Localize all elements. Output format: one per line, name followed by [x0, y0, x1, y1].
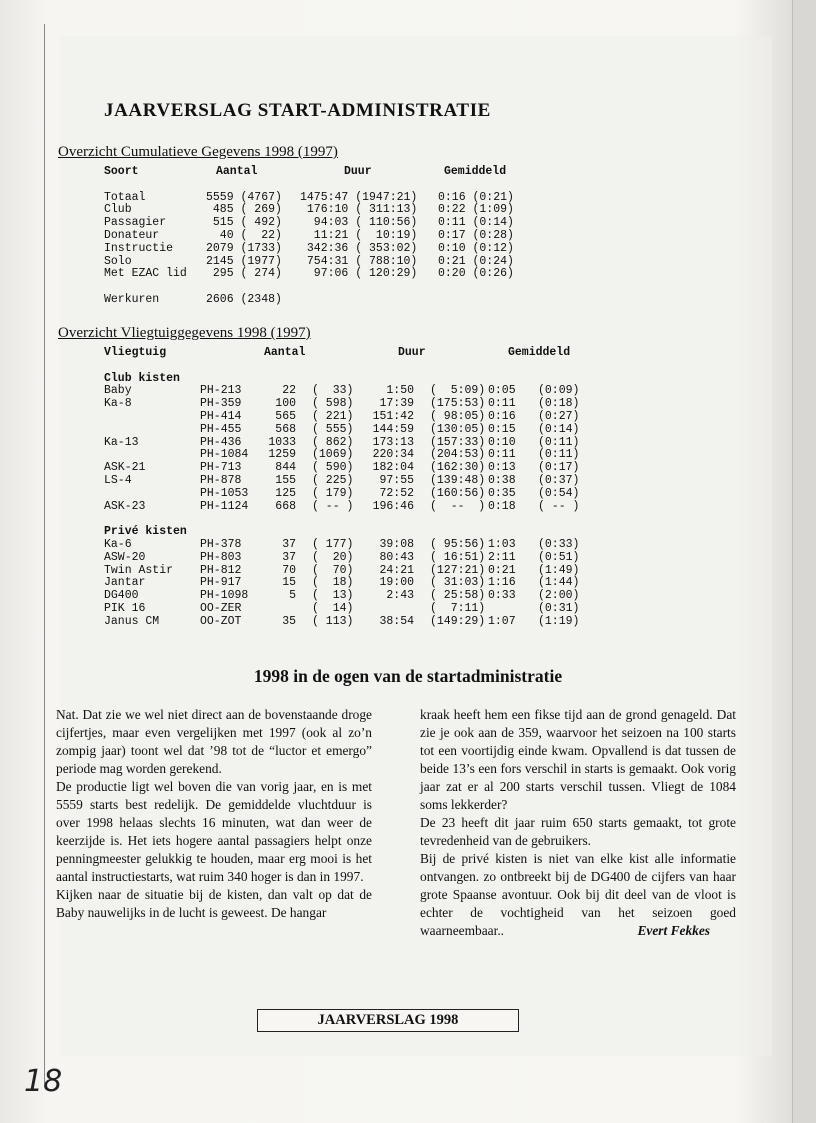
table-cell: 1259 — [268, 448, 296, 462]
article-paragraph: Kijken naar de situatie bij de kisten, dan valt op dat de Baby nauwelijks in de lucht is geweest. De hangar — [56, 887, 372, 920]
table-cell: 1:50 — [386, 384, 414, 398]
table-cell: Club — [104, 203, 132, 217]
table-cell: ( 95:56) — [430, 537, 486, 551]
club-kisten-label: Club kisten — [104, 371, 180, 385]
table-cell: ( 179) — [312, 486, 354, 500]
table-cell: (1:49) — [538, 563, 580, 577]
table-cell: ( -- ) — [430, 499, 486, 513]
table-cell: (139:48) — [430, 473, 486, 487]
table-cell: (160:56) — [430, 486, 486, 500]
table-cell: ( 177) — [312, 537, 354, 551]
table-cell: Twin Astir — [104, 563, 174, 577]
table-cell: 0:18 — [488, 499, 516, 513]
table-cell: PH-1098 — [200, 589, 249, 603]
table-cell: 0:35 — [488, 486, 516, 500]
table-cell: PH-917 — [200, 576, 242, 590]
table-cell: (149:29) — [430, 614, 486, 628]
table-cell: ( 590) — [312, 461, 354, 475]
table-cell: 37 — [268, 537, 296, 551]
table-cell: (0:33) — [538, 537, 580, 551]
table-cell: PH-803 — [200, 550, 242, 564]
paragraph-text: De 23 heeft dit jaar ruim 650 starts gemaakt, tot grote tevredenheid van de gebruikers. — [420, 815, 736, 848]
table-cell: Met EZAC lid — [104, 267, 187, 281]
aircraft-heading: Overzicht Vliegtuiggegevens 1998 (1997) — [58, 325, 311, 341]
table-cell: ( -- ) — [312, 499, 354, 513]
table-cell: PH-414 — [200, 409, 242, 423]
table-cell: PH-213 — [200, 384, 242, 398]
table-cell: 144:59 — [372, 422, 414, 436]
table-cell: 94:03 ( 110:56) — [300, 216, 418, 230]
table-cell: ( 7:11) — [430, 601, 486, 615]
table-cell: ( 862) — [312, 435, 354, 449]
table-cell: (2:00) — [538, 589, 580, 603]
table-cell: ( -- ) — [538, 499, 580, 513]
table-cell: 0:33 — [488, 589, 516, 603]
table-cell: PH-359 — [200, 397, 242, 411]
table-cell: Baby — [104, 384, 132, 398]
table-cell: 100 — [268, 397, 296, 411]
table-cell: 37 — [268, 550, 296, 564]
table-cell: 1:07 — [488, 614, 516, 628]
table-cell: PH-1124 — [200, 499, 249, 513]
table-cell: 2:11 — [488, 550, 516, 564]
table-cell: ( 113) — [312, 614, 354, 628]
table-cell: 11:21 ( 10:19) — [300, 228, 418, 242]
table-cell: Totaal — [104, 190, 146, 204]
table-cell: 2145 (1977) — [206, 254, 282, 268]
table-cell: PH-713 — [200, 461, 242, 475]
table-cell: (0:27) — [538, 409, 580, 423]
column-header: Gemiddeld — [508, 346, 571, 359]
table-cell: 182:04 — [372, 461, 414, 475]
table-cell: 2:43 — [386, 589, 414, 603]
table-cell: 196:46 — [372, 499, 414, 513]
margin-rule — [44, 24, 45, 1084]
table-cell: 0:10 — [488, 435, 516, 449]
table-cell: Ka-6 — [104, 537, 132, 551]
page-number: 18 — [24, 1064, 63, 1099]
table-cell: ( 31:03) — [430, 576, 486, 590]
table-cell: ( 20) — [312, 550, 354, 564]
table-cell: ( 555) — [312, 422, 354, 436]
table-cell: 1033 — [268, 435, 296, 449]
table-cell: PH-436 — [200, 435, 242, 449]
table-cell: 39:08 — [379, 537, 414, 551]
column-header: Soort — [104, 165, 139, 178]
table-cell: 0:15 — [488, 422, 516, 436]
table-cell: OO-ZER — [200, 601, 242, 615]
article-paragraph: De productie ligt wel boven die van vorig jaar, en is met 5559 starts best redelijk. De gemiddelde vluchtduur is over 1998 helaas slechts 16 minuten, wat dan weer de keerzijde is. Het iets hogere aantal passagiers helpt onze penningmeester gelukkig te houden, maar erg mooi is het aantal instructiestarts, wat ruim 340 hoger is dan in 1997. — [56, 779, 372, 884]
table-cell: 568 — [268, 422, 296, 436]
table-cell: 5559 (4767) — [206, 190, 282, 204]
column-header: Vliegtuig — [104, 346, 167, 359]
table-cell: (162:30) — [430, 461, 486, 475]
table-cell: 0:11 — [488, 448, 516, 462]
table-cell: (127:21) — [430, 563, 486, 577]
table-cell: 35 — [268, 614, 296, 628]
page-title: JAARVERSLAG START-ADMINISTRATIE — [104, 100, 491, 121]
table-cell: Ka-8 — [104, 397, 132, 411]
column-header: Aantal — [264, 346, 306, 359]
table-cell: 72:52 — [379, 486, 414, 500]
table-cell: 0:22 (1:09) — [438, 203, 514, 217]
table-cell: 1475:47 (1947:21) — [300, 190, 418, 204]
table-cell: (0:18) — [538, 397, 580, 411]
table-cell: ( 13) — [312, 589, 354, 603]
table-cell: ASK-21 — [104, 461, 146, 475]
table-cell: (0:14) — [538, 422, 580, 436]
table-cell: PH-378 — [200, 537, 242, 551]
table-cell: 40 ( 22) — [206, 228, 282, 242]
table-cell: ( 598) — [312, 397, 354, 411]
table-cell: 173:13 — [372, 435, 414, 449]
table-cell: DG400 — [104, 589, 139, 603]
table-cell: (1069) — [312, 448, 354, 462]
table-cell: 295 ( 274) — [206, 267, 282, 281]
table-cell: 1:03 — [488, 537, 516, 551]
table-cell: (175:53) — [430, 397, 486, 411]
table-cell: ( 225) — [312, 473, 354, 487]
table-cell: 0:21 (0:24) — [438, 254, 514, 268]
table-cell: LS-4 — [104, 473, 132, 487]
werkuren-label: Werkuren — [104, 292, 160, 306]
table-cell: 38:54 — [379, 614, 414, 628]
table-cell: ( 16:51) — [430, 550, 486, 564]
table-cell: 22 — [268, 384, 296, 398]
table-cell: ASK-23 — [104, 499, 146, 513]
table-cell: Donateur — [104, 228, 160, 242]
table-cell: 0:38 — [488, 473, 516, 487]
table-cell: ( 98:05) — [430, 409, 486, 423]
table-cell: 668 — [268, 499, 296, 513]
table-cell: 0:11 (0:14) — [438, 216, 514, 230]
table-cell: 17:39 — [379, 397, 414, 411]
article-paragraph — [420, 706, 736, 814]
table-cell: 1:16 — [488, 576, 516, 590]
article-author: Evert Fekkes — [637, 923, 710, 938]
table-cell: 0:11 — [488, 397, 516, 411]
article-paragraph: Nat. Dat zie we wel niet direct aan de bovenstaande droge cijfertjes, maar even vergelijken met 1997 (ook al zo’n zompig jaar) toont wel dat ’98 tot de “luctor et emergo” periode mag worden gerekend. — [56, 707, 372, 776]
table-cell: Passagier — [104, 216, 167, 230]
table-cell: 24:21 — [379, 563, 414, 577]
table-cell: PH-1053 — [200, 486, 249, 500]
table-cell: 0:05 — [488, 384, 516, 398]
table-cell: 125 — [268, 486, 296, 500]
table-cell: 5 — [268, 589, 296, 603]
article-paragraph — [420, 814, 736, 850]
table-cell: 155 — [268, 473, 296, 487]
table-cell: PH-455 — [200, 422, 242, 436]
table-cell: ( 18) — [312, 576, 354, 590]
column-header: Duur — [398, 346, 426, 359]
table-cell: ( 25:58) — [430, 589, 486, 603]
column-header: Gemiddeld — [444, 165, 507, 178]
table-cell: 515 ( 492) — [206, 216, 282, 230]
column-header: Duur — [344, 165, 372, 178]
table-cell: (130:05) — [430, 422, 486, 436]
paragraph-text: Bij de privé kisten is niet van elke kist alle informatie ontvangen. zo ontbreekt bij de DG400 de cijfers van haar grote Spaanse avontuur. Ook bij dit deel van de vloot is echter de vochtigheid van het seizoen goed waarneembaar.. — [420, 851, 736, 938]
table-cell: 754:31 ( 788:10) — [300, 254, 418, 268]
table-cell: (0:37) — [538, 473, 580, 487]
table-cell: 2079 (1733) — [206, 241, 282, 255]
table-cell: Ka-13 — [104, 435, 139, 449]
table-cell: (0:11) — [538, 435, 580, 449]
table-cell: 342:36 ( 353:02) — [300, 241, 418, 255]
table-cell: 0:13 — [488, 461, 516, 475]
table-cell: 19:00 — [379, 576, 414, 590]
table-cell: 0:16 — [488, 409, 516, 423]
cumulative-heading: Overzicht Cumulatieve Gegevens 1998 (1997) — [58, 144, 338, 160]
article-column-right — [420, 706, 736, 940]
article-column-left — [56, 706, 372, 922]
table-cell: (0:17) — [538, 461, 580, 475]
table-cell: 220:34 — [372, 448, 414, 462]
table-cell: ( 70) — [312, 563, 354, 577]
table-cell: 0:16 (0:21) — [438, 190, 514, 204]
table-cell: ( 33) — [312, 384, 354, 398]
table-cell: Jantar — [104, 576, 146, 590]
table-cell: (0:54) — [538, 486, 580, 500]
table-cell: PH-812 — [200, 563, 242, 577]
table-cell: ( 14) — [312, 601, 354, 615]
table-cell: Instructie — [104, 241, 174, 255]
table-cell: ( 5:09) — [430, 384, 486, 398]
table-cell: 97:06 ( 120:29) — [300, 267, 418, 281]
table-cell: 844 — [268, 461, 296, 475]
table-cell: 0:21 — [488, 563, 516, 577]
article-paragraph — [420, 850, 736, 940]
table-cell: (157:33) — [430, 435, 486, 449]
table-cell: 70 — [268, 563, 296, 577]
table-cell: PIK 16 — [104, 601, 146, 615]
column-header: Aantal — [216, 165, 258, 178]
table-cell: Solo — [104, 254, 132, 268]
table-cell: 0:20 (0:26) — [438, 267, 514, 281]
table-cell: (0:09) — [538, 384, 580, 398]
table-cell: 15 — [268, 576, 296, 590]
table-cell: 485 ( 269) — [206, 203, 282, 217]
werkuren-value: 2606 (2348) — [206, 292, 282, 306]
table-cell: 151:42 — [372, 409, 414, 423]
table-cell: (0:31) — [538, 601, 580, 615]
table-cell: OO-ZOT — [200, 614, 242, 628]
table-cell: (0:11) — [538, 448, 580, 462]
table-cell: PH-1084 — [200, 448, 249, 462]
table-cell: Janus CM — [104, 614, 160, 628]
table-cell: ASW-20 — [104, 550, 146, 564]
table-cell: (1:44) — [538, 576, 580, 590]
prive-kisten-label: Privé kisten — [104, 525, 187, 539]
table-cell: 97:55 — [379, 473, 414, 487]
table-cell: 0:10 (0:12) — [438, 241, 514, 255]
table-cell: PH-878 — [200, 473, 242, 487]
table-cell: (0:51) — [538, 550, 580, 564]
table-cell: 80:43 — [379, 550, 414, 564]
table-cell: (1:19) — [538, 614, 580, 628]
table-cell: 565 — [268, 409, 296, 423]
table-cell: 0:17 (0:28) — [438, 228, 514, 242]
article-title: 1998 in de ogen van de startadministratie — [253, 666, 563, 686]
table-cell: (204:53) — [430, 448, 486, 462]
table-cell: 176:10 ( 311:13) — [300, 203, 418, 217]
paragraph-text: kraak heeft hem een fikse tijd aan de grond genageld. Dat zie je ook aan de 359, waarvoor het seizoen na 100 starts tot een voortijdig einde kwam. Opvallend is dat tussen de beide 13’s een fors verschil in starts is gemaakt. Ook vorig jaar zat er al 200 starts verschil tussen. Vliegt de 1084 soms lekkerder? — [420, 707, 736, 812]
table-cell: ( 221) — [312, 409, 354, 423]
page-edge — [792, 0, 816, 1123]
footer-box: JAARVERSLAG 1998 — [257, 1009, 519, 1032]
